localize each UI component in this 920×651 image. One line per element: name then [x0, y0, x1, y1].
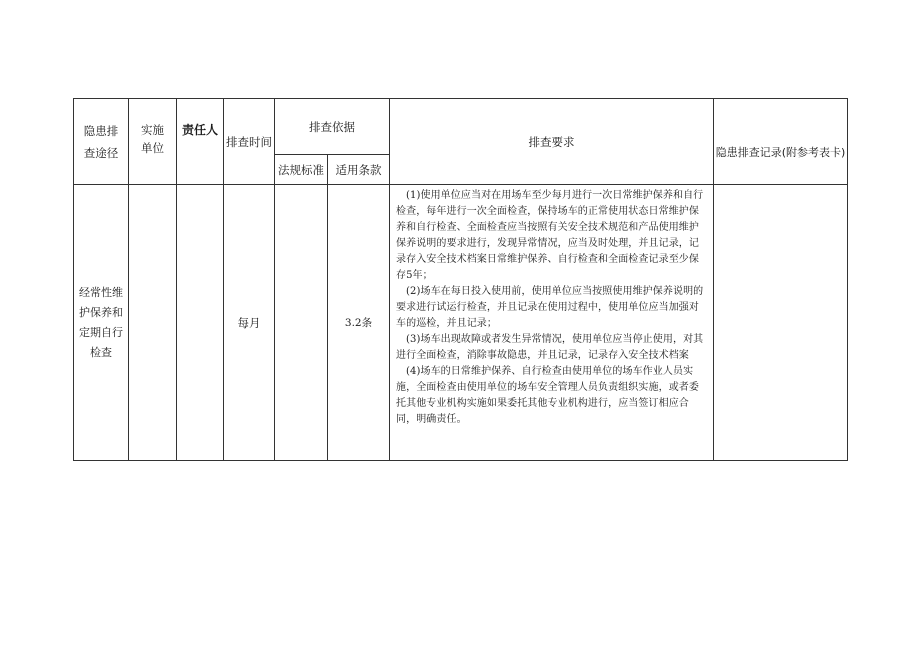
cell-requirements: [390, 185, 714, 461]
cell-clause: 3.2条: [328, 185, 390, 461]
requirement-item: (4)场车的日常维护保养、自行检查由使用单位的场车作业人员实施，全面检查由使用单位的场车安全管理人员负责组织实施，或者委托其他专业机构实施如果委托其他专业机构进行，应当签订相应合同，明确责任。: [396, 366, 699, 425]
requirement-item: (1)使用单位应当对在用场车至少每月进行一次日常维护保养和自行检查，每年进行一次全面检查，保持场车的正常使用状态日常维护保养和自行检查、全面检查应当按照有关安全技术规范和产品使用维护保养说明的要求进行，发现异常情况，应当及时处理，并且记录，记录存入安全技术档案日常维护保养、自行检查和全面检查记录至少保存5年；: [396, 190, 704, 281]
cell-owner: [177, 185, 224, 461]
requirement-item: (2)场车在每日投入使用前，使用单位应当按照使用维护保养说明的要求进行试运行检查，并且记录在使用过程中，使用单位应当加强对车的巡检，并且记录；: [396, 286, 704, 329]
header-regulation: 法规标准: [275, 155, 328, 185]
header-owner: 责任人: [177, 99, 224, 185]
inspection-table-sheet: [73, 98, 847, 460]
cell-record: [714, 185, 848, 461]
hazard-inspection-table: [73, 98, 848, 461]
header-record: 隐患排查记录(附参考表卡): [714, 99, 848, 185]
cell-regulation: [275, 185, 328, 461]
cell-time: 每月: [224, 185, 275, 461]
header-unit: 实施单位: [129, 99, 177, 185]
cell-unit: [129, 185, 177, 461]
cell-route: 经常性维护保养和定期自行检查: [74, 185, 129, 461]
header-route: 隐患排查途径: [74, 99, 129, 185]
header-basis: 排查依据: [275, 99, 390, 155]
header-clause: 适用条款: [328, 155, 390, 185]
header-requirement: 排查要求: [390, 99, 714, 185]
header-time: 排查时间: [224, 99, 275, 185]
requirement-item: (3)场车出现故障或者发生异常情况，使用单位应当停止使用，对其进行全面检查，消除事故隐患，并且记录，记录存入安全技术档案: [396, 334, 704, 361]
